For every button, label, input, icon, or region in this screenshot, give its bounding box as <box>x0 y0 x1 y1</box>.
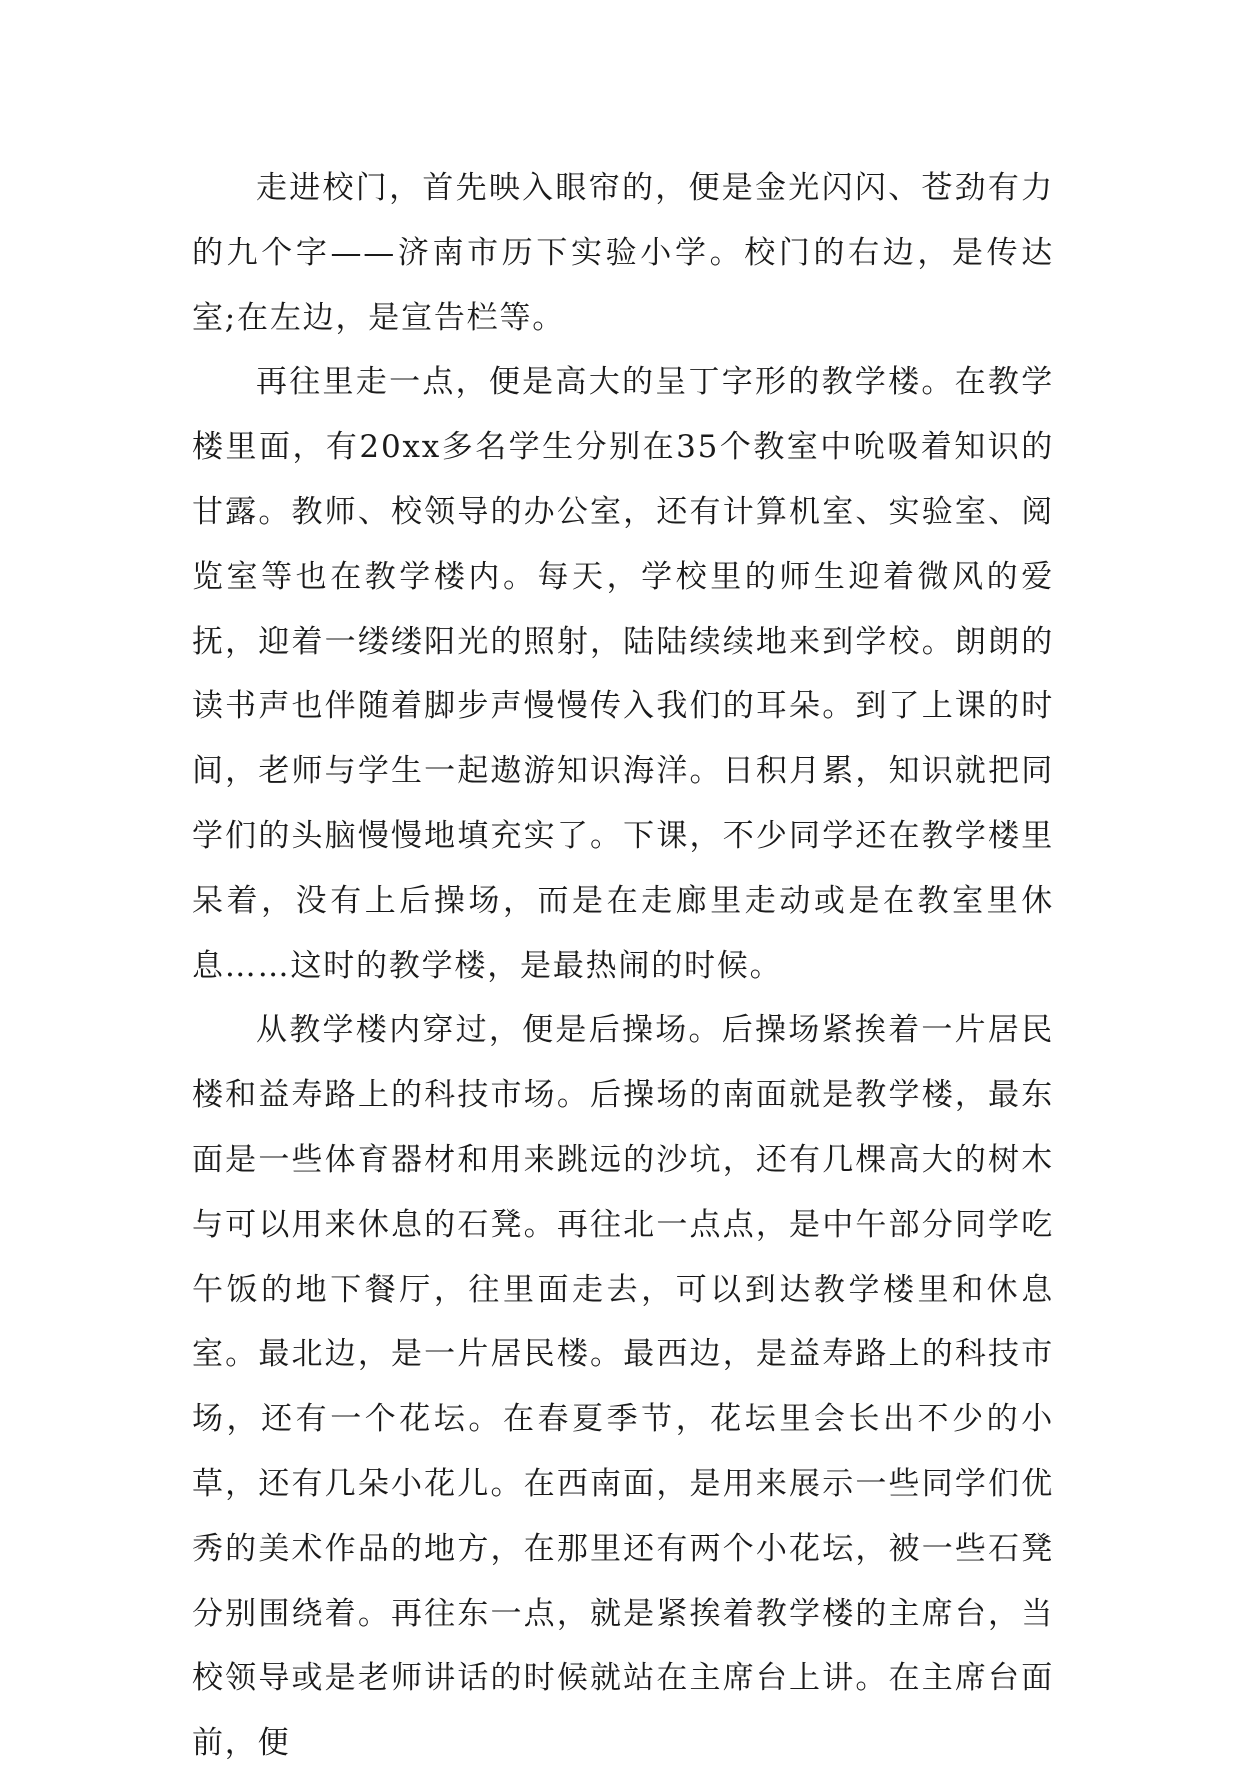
paragraph-back-playground: 从教学楼内穿过，便是后操场。后操场紧挨着一片居民楼和益寿路上的科技市场。后操场的南面就是教学楼，最东面是一些体育器材和用来跳远的沙坑，还有几棵高大的树木与可以用来休息的石凳。再往北一点点，是中午部分同学吃午饭的地下餐厅，往里面走去，可以到达教学楼里和休息室。最北边，是一片居民楼。最西边，是益寿路上的科技市场，还有一个花坛。在春夏季节，花坛里会长出不少的小草，还有几朵小花儿。在西南面，是用来展示一些同学们优秀的美术作品的地方，在那里还有两个小花坛，被一些石凳分别围绕着。再往东一点，就是紧挨着教学楼的主席台，当校领导或是老师讲话的时候就站在主席台上讲。在主席台面前，便 <box>192 1012 1054 1762</box>
document-body <box>192 156 1054 1776</box>
paragraph-school-gate: 走进校门，首先映入眼帘的，便是金光闪闪、苍劲有力的九个字——济南市历下实验小学。校门的右边，是传达室;在左边，是宣告栏等。 <box>192 170 1054 336</box>
paragraph-teaching-building: 再往里走一点，便是高大的呈丁字形的教学楼。在教学楼里面，有20xx多名学生分别在35个教室中吮吸着知识的甘露。教师、校领导的办公室，还有计算机室、实验室、阅览室等也在教学楼内。每天，学校里的师生迎着微风的爱抚，迎着一缕缕阳光的照射，陆陆续续地来到学校。朗朗的读书声也伴随着脚步声慢慢传入我们的耳朵。到了上课的时间，老师与学生一起遨游知识海洋。日积月累，知识就把同学们的头脑慢慢地填充实了。下课，不少同学还在教学楼里呆着，没有上后操场，而是在走廊里走动或是在教室里休息……这时的教学楼，是最热闹的时候。 <box>192 364 1054 984</box>
